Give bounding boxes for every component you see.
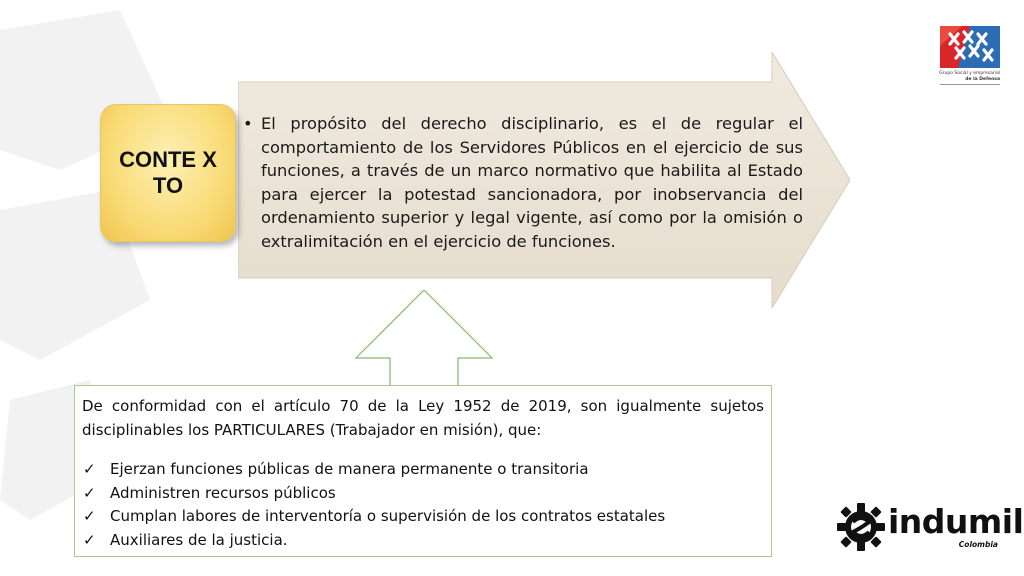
logo-caption-1: Grupo Social y empresarial bbox=[939, 71, 1000, 76]
context-paragraph bbox=[243, 112, 803, 254]
check-icon: ✓ bbox=[83, 483, 96, 502]
check-icon: ✓ bbox=[83, 460, 96, 478]
contexto-box bbox=[100, 104, 236, 242]
particulares-list bbox=[82, 458, 764, 552]
logo-divider bbox=[940, 84, 1000, 85]
gear-emblem-icon bbox=[836, 502, 886, 552]
check-icon: ✓ bbox=[83, 530, 96, 549]
list-item bbox=[82, 505, 764, 529]
indumil-wordmark: indumil bbox=[888, 502, 1024, 541]
list-item-text: Auxiliares de la justicia. bbox=[110, 530, 288, 549]
list-item-text: Administren recursos públicos bbox=[110, 483, 336, 502]
particulares-box bbox=[74, 385, 772, 557]
list-item bbox=[82, 482, 764, 506]
star-people-logo-icon bbox=[940, 26, 1000, 68]
top-right-logo bbox=[938, 24, 1002, 88]
indumil-country: Colombia bbox=[958, 540, 998, 549]
particulares-intro: De conformidad con el artículo 70 de la Ley 1952 de 2019, son igualmente sujetos disciplinables los PARTICULARES (Trabajador en misión), que: bbox=[82, 397, 764, 439]
list-item-text: Ejerzan funciones públicas de manera permanente o transitoria bbox=[110, 460, 589, 478]
list-item-text: Cumplan labores de interventoría o supervisión de los contratos estatales bbox=[110, 507, 666, 525]
check-icon: ✓ bbox=[83, 507, 96, 525]
indumil-logo bbox=[836, 498, 1024, 558]
list-item bbox=[82, 529, 764, 553]
list-item bbox=[82, 458, 764, 482]
up-arrow-icon bbox=[354, 290, 560, 388]
contexto-label: CONTE XTO bbox=[119, 147, 217, 198]
logo-caption-2: de la Defensa bbox=[965, 77, 1000, 82]
context-paragraph-text: El propósito del derecho disciplinario, es el de regular el comportamiento de los Servidores Públicos en el ejercicio de sus funciones, a través de un marco normativo que habilita al Estado para ejercer la potestad sancionadora, por inobservancia del ordenamiento superior y legal vigente, así como por la omisión o extralimitación en el ejercicio de funciones. bbox=[261, 114, 803, 251]
bullet-dot: • bbox=[243, 114, 253, 133]
